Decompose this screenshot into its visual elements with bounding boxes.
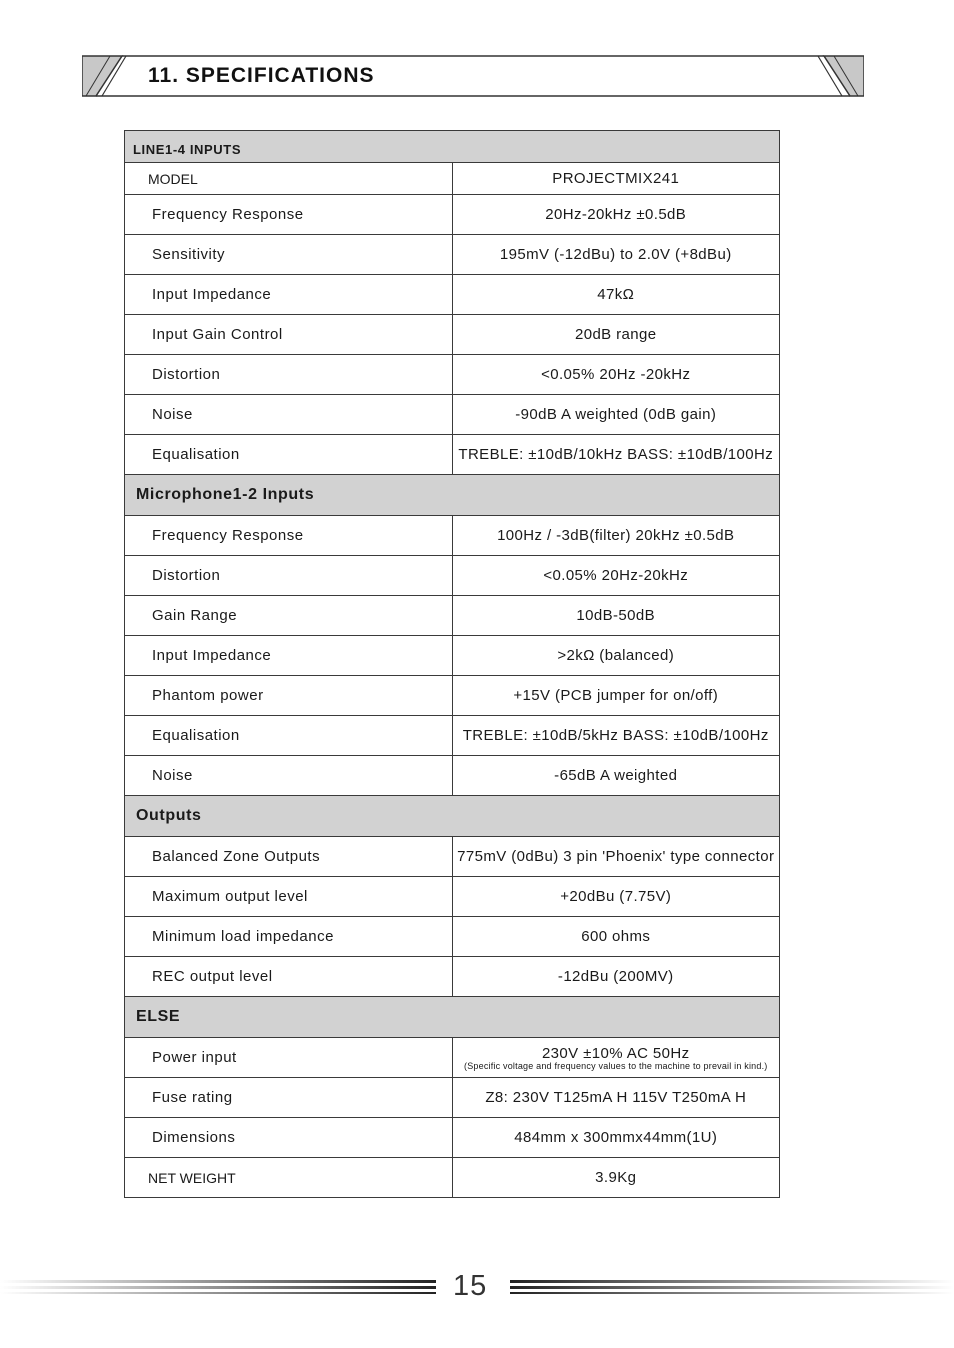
table-row <box>125 756 780 796</box>
spec-label: Balanced Zone Outputs <box>125 837 453 877</box>
spec-label: Power input <box>125 1038 453 1078</box>
spec-label: Sensitivity <box>125 235 453 275</box>
spec-value: +20dBu (7.75V) <box>452 877 780 917</box>
table-row <box>125 837 780 877</box>
spec-value: TREBLE: ±10dB/10kHz BASS: ±10dB/100Hz <box>452 435 780 475</box>
spec-label: Dimensions <box>125 1118 453 1158</box>
spec-label: Maximum output level <box>125 877 453 917</box>
section-banner <box>82 54 864 98</box>
spec-label: Minimum load impedance <box>125 917 453 957</box>
table-row <box>125 395 780 435</box>
table-row <box>125 315 780 355</box>
table-row <box>125 1078 780 1118</box>
spec-label: Input Gain Control <box>125 315 453 355</box>
section-title: ELSE <box>125 997 780 1038</box>
table-row <box>125 195 780 235</box>
spec-value: PROJECTMIX241 <box>452 163 780 195</box>
section-header-microphone-inputs <box>125 475 780 516</box>
table-row <box>125 877 780 917</box>
spec-label: Frequency Response <box>125 195 453 235</box>
page-title: 11. SPECIFICATIONS <box>148 64 375 87</box>
spec-value: 484mm x 300mmx44mm(1U) <box>452 1118 780 1158</box>
table-row <box>125 556 780 596</box>
spec-value: 600 ohms <box>452 917 780 957</box>
table-row <box>125 516 780 556</box>
spec-label: Equalisation <box>125 435 453 475</box>
spec-label: Distortion <box>125 556 453 596</box>
spec-value: +15V (PCB jumper for on/off) <box>452 676 780 716</box>
spec-label: Noise <box>125 756 453 796</box>
table-row <box>125 957 780 997</box>
table-row <box>125 435 780 475</box>
spec-label: Fuse rating <box>125 1078 453 1118</box>
section-title: Microphone1-2 Inputs <box>125 475 780 516</box>
table-row <box>125 716 780 756</box>
spec-label: Input Impedance <box>125 636 453 676</box>
specifications-table <box>124 130 780 1198</box>
table-row <box>125 235 780 275</box>
table-row <box>125 355 780 395</box>
table-row <box>125 676 780 716</box>
table-row <box>125 275 780 315</box>
spec-value: 100Hz / -3dB(filter) 20kHz ±0.5dB <box>452 516 780 556</box>
spec-value: >2kΩ (balanced) <box>452 636 780 676</box>
spec-value: 775mV (0dBu) 3 pin 'Phoenix' type connector <box>452 837 780 877</box>
section-title: Outputs <box>125 796 780 837</box>
page-number: 15 <box>453 1270 488 1302</box>
spec-label: Noise <box>125 395 453 435</box>
spec-value: 47kΩ <box>452 275 780 315</box>
spec-value: -90dB A weighted (0dB gain) <box>452 395 780 435</box>
spec-value: -12dBu (200MV) <box>452 957 780 997</box>
table-row <box>125 1118 780 1158</box>
spec-value: <0.05% 20Hz -20kHz <box>452 355 780 395</box>
table-row <box>125 636 780 676</box>
table-row <box>125 1158 780 1198</box>
table-row <box>125 163 780 195</box>
section-header-outputs <box>125 796 780 837</box>
spec-label: Frequency Response <box>125 516 453 556</box>
spec-value: -65dB A weighted <box>452 756 780 796</box>
spec-value: 20Hz-20kHz ±0.5dB <box>452 195 780 235</box>
spec-note: (Specific voltage and frequency values to the machine to prevail in kind.) <box>464 1060 768 1071</box>
spec-value: TREBLE: ±10dB/5kHz BASS: ±10dB/100Hz <box>452 716 780 756</box>
spec-value: <0.05% 20Hz-20kHz <box>452 556 780 596</box>
spec-value: 10dB-50dB <box>452 596 780 636</box>
section-header-line-inputs <box>125 131 780 163</box>
spec-label: Phantom power <box>125 676 453 716</box>
section-header-else <box>125 997 780 1038</box>
spec-value-text: 230V ±10% AC 50Hz <box>541 1044 690 1062</box>
spec-label: REC output level <box>125 957 453 997</box>
spec-value: 195mV (-12dBu) to 2.0V (+8dBu) <box>452 235 780 275</box>
spec-label: NET WEIGHT <box>125 1158 453 1198</box>
spec-label: MODEL <box>125 163 453 195</box>
spec-value: 3.9Kg <box>452 1158 780 1198</box>
table-row <box>125 596 780 636</box>
spec-value: 20dB range <box>452 315 780 355</box>
spec-value: Z8: 230V T125mA H 115V T250mA H <box>452 1078 780 1118</box>
table-row <box>125 917 780 957</box>
spec-label: Distortion <box>125 355 453 395</box>
spec-label: Equalisation <box>125 716 453 756</box>
spec-label: Input Impedance <box>125 275 453 315</box>
spec-value <box>452 1038 780 1078</box>
table-row <box>125 1038 780 1078</box>
section-title: LINE1-4 INPUTS <box>125 131 780 163</box>
spec-label: Gain Range <box>125 596 453 636</box>
